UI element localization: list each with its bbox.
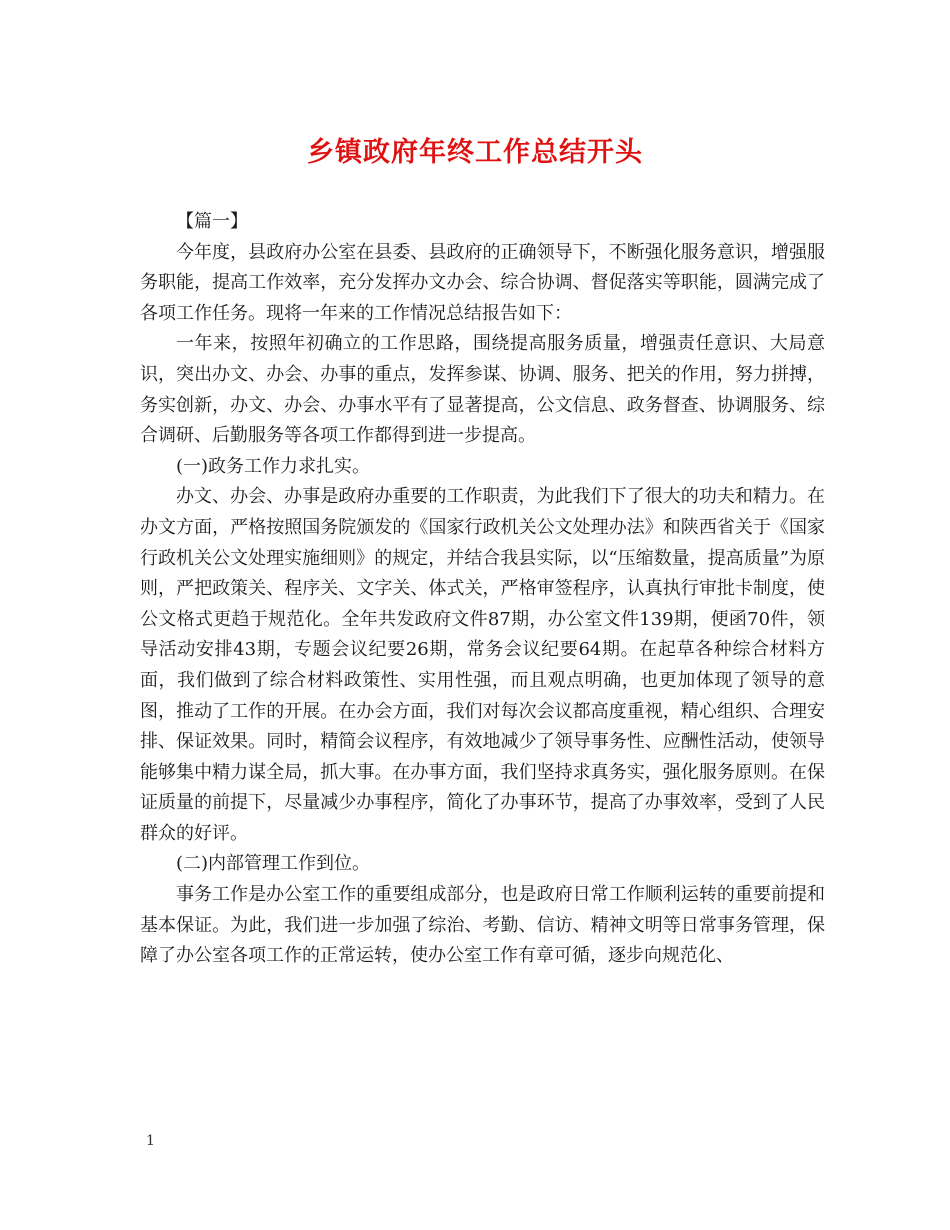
subheading-internal-management: (二)内部管理工作到位。: [176, 853, 371, 875]
document-body: [140, 207, 825, 972]
paragraph-internal-management: 事务工作是办公室工作的重要组成部分，也是政府日常工作顺利运转的重要前提和基本保证。为此，我们进一步加强了综治、考勤、信访、精神文明等日常事务管理，保障了办公室各项工作的正常运转，使办公室工作有章可循，逐步向规范化、: [140, 884, 825, 967]
paragraph-intro: 今年度，县政府办公室在县委、县政府的正确领导下，不断强化服务意识，增强服务职能，提高工作效率，充分发挥办文办会、综合协调、督促落实等职能，圆满完成了各项工作任务。现将一年来的工作情况总结报告如下：: [140, 241, 825, 324]
paragraph-government-affairs: 办文、办会、办事是政府办重要的工作职责，为此我们下了很大的功夫和精力。在办文方面，严格按照国务院颁发的《国家行政机关公文处理办法》和陕西省关于《国家行政机关公文处理实施细则》的规定，并结合我县实际，以“压缩数量，提高质量”为原则，严把政策关、程序关、文字关、体式关，严格审签程序，认真执行审批卡制度，使公文格式更趋于规范化。全年共发政府文件87期，办公室文件139期，便函70件，领导活动安排43期，专题会议纪要26期，常务会议纪要64期。在起草各种综合材料方面，我们做到了综合材料政策性、实用性强，而且观点明确，也更加体现了领导的意图，推动了工作的开展。在办会方面，我们对每次会议都高度重视，精心组织、合理安排、保证效果。同时，精简会议程序，有效地减少了领导事务性、应酬性活动，使领导能够集中精力谋全局，抓大事。在办事方面，我们坚持求真务实，强化服务原则。在保证质量的前提下，尽量减少办事程序，简化了办事环节，提高了办事效率，受到了人民群众的好评。: [140, 486, 825, 844]
section-label: 【篇一】: [176, 211, 248, 232]
document-title: 乡镇政府年终工作总结开头: [307, 137, 643, 168]
subheading-government-affairs: (一)政务工作力求扎实。: [176, 455, 371, 477]
page-number: 1: [146, 1133, 155, 1149]
paragraph-overview: 一年来，按照年初确立的工作思路，围绕提高服务质量，增强责任意识、大局意识，突出办文、办会、办事的重点，发挥参谋、协调、服务、把关的作用，努力拼搏，务实创新，办文、办会、办事水平有了显著提高，公文信息、政务督查、协调服务、综合调研、后勤服务等各项工作都得到进一步提高。: [140, 333, 825, 447]
